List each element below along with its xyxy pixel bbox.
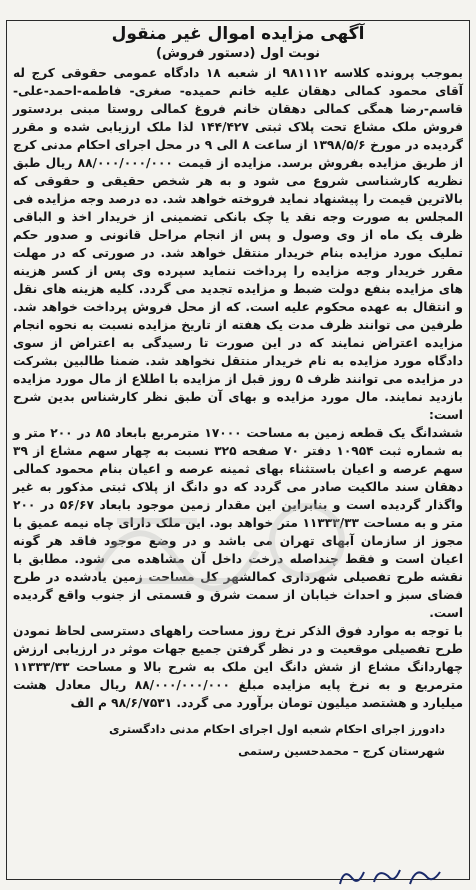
notice-signature [13, 718, 463, 762]
notice-paragraph-valuation: با توجه به موارد فوق الذکر نرخ روز مساحت راههای دسترسی لحاظ نمودن طرح تفصیلی موقعیت و در نظر گرفتن جمیع جهات موثر در ارزیابی ارزش چهاردانگ مشاع از شش دانگ این ملک به شرح بالا و مساحت ۱۱۳۳۳/۳۳ مترمربع و به نرخ پایه مزایده مبلغ ۸۸/۰۰۰/۰۰۰/۰۰۰ ریال معادل هشت میلیارد و هشتصد میلیون تومان برآورد می گردد. ۹۸/۶/۷۵۳۱ م الف [13, 624, 464, 710]
notice-paragraph-property: ششدانگ یک قطعه زمین به مساحت ۱۷۰۰۰ مترمربع بابعاد ۸۵ در ۲۰۰ متر و به شماره ثبت ۱۰۹۵۴ دفتر ۷۰ صفحه ۳۲۵ نسبت به چهار سهم مشاع از ۳۹ سهم عرصه و اعیان باستثناء بهای ثمینه عرصه و اعیان بنام محمود کمالی دهقان سند مالکیت صادر می گردد که دو دانگ از پلاک ثبتی مذکور به غیر واگذار گردیده است و بنابراین این مقدار زمین موجود بابعاد ۵۶/۶۷ در ۲۰۰ متر و به مساحت ۱۱۳۳۳/۳۳ متر خواهد بود. این ملک دارای چاه نیمه عمیق با مجوز از سازمان آبهای تهران می باشد و در وضع موجود فاقد هر گونه اعیان است و فقط چنداصله درخت داخل آن مشاهده می شود. مطابق با نقشه طرح تفصیلی شهرداری کمالشهر کل مساحت زمین یادشده در طرح فضای سبز و احداث خیابان از سمت شرق و قسمتی از جنوب واقع گردیده است. [13, 426, 464, 620]
notice-paragraph-intro: بموجب پرونده کلاسه ۹۸۱۱۱۲ از شعبه ۱۸ دادگاه عمومی حقوقی کرج له آقای محمود کمالی دهقان علیه خانم حمیده- صغری- فاطمه-احمد-علی- قاسم-رضا همگی کمالی دهقان خانم فروغ کمالی روستا مبنی بردستور فروش ملک مشاع تحت پلاک ثبتی ۱۴۴/۴۲۷ لذا ملک ارزیابی شده و مقرر گردیده در مورخ ۱۳۹۸/۵/۶ از ساعت ۸ الی ۹ در محل اجرای احکام مدنی کرج از طریق مزایده بفروش برسد. مزایده از قیمت ۸۸/۰۰۰/۰۰۰/۰۰۰ ریال طبق نظریه کارشناسی شروع می شود و به هر شخص حقیقی و حقوقی که بالاترین قیمت را پیشنهاد نماید فروخته خواهد شد. ده درصد وجه مزایده فی المجلس به صورت وجه نقد یا چک بانکی تضمینی از خریدار اخذ و الباقی ظرف یک ماه از وی وصول و پس از انجام مراحل قانونی و صدور حکم تملیک مورد مزایده بنام خریدار منتقل خواهد شد. در صورتی که در مهلت مقرر خریدار وجه مزایده را پرداخت ننماید سپرده وی پس از کسر هزینه های مزایده بنفع دولت ضبط و مزایده تجدید می گردد. کلیه هزینه های نقل و انتقال به عهده محکوم علیه است. که از محل فروش پرداخت خواهد شد. طرفین می توانند ظرف مدت یک هفته از تاریخ مزایده نسبت به نحوه انجام مزایده اعتراض نمایند که در این صورت تا رسیدگی به اعتراض از سوی دادگاه مورد مزایده به نام خریدار منتقل نخواهد شد. ضمنا طالبین بشرکت در مزایده می توانند ظرف ۵ روز قبل از مزایده با اطلاع از مال مورد مزایده بازدید نمایند. مال مورد مزایده و بهای آن طبق نظر کارشناس بدین شرح است: [13, 66, 464, 422]
notice-frame [6, 20, 470, 880]
notice-title: آگهی مزایده اموال غیر منقول [111, 24, 365, 44]
notice-subtitle: (دستور فروش) نوبت اول [156, 46, 320, 61]
signature-line-title: دادورز اجرای احکام شعبه اول اجرای احکام مدنی دادگستری [109, 722, 445, 736]
handwritten-mark [330, 862, 450, 890]
notice-body [13, 64, 463, 712]
signature-line-name: شهرستان کرج – محمدحسین رستمی [238, 744, 445, 758]
